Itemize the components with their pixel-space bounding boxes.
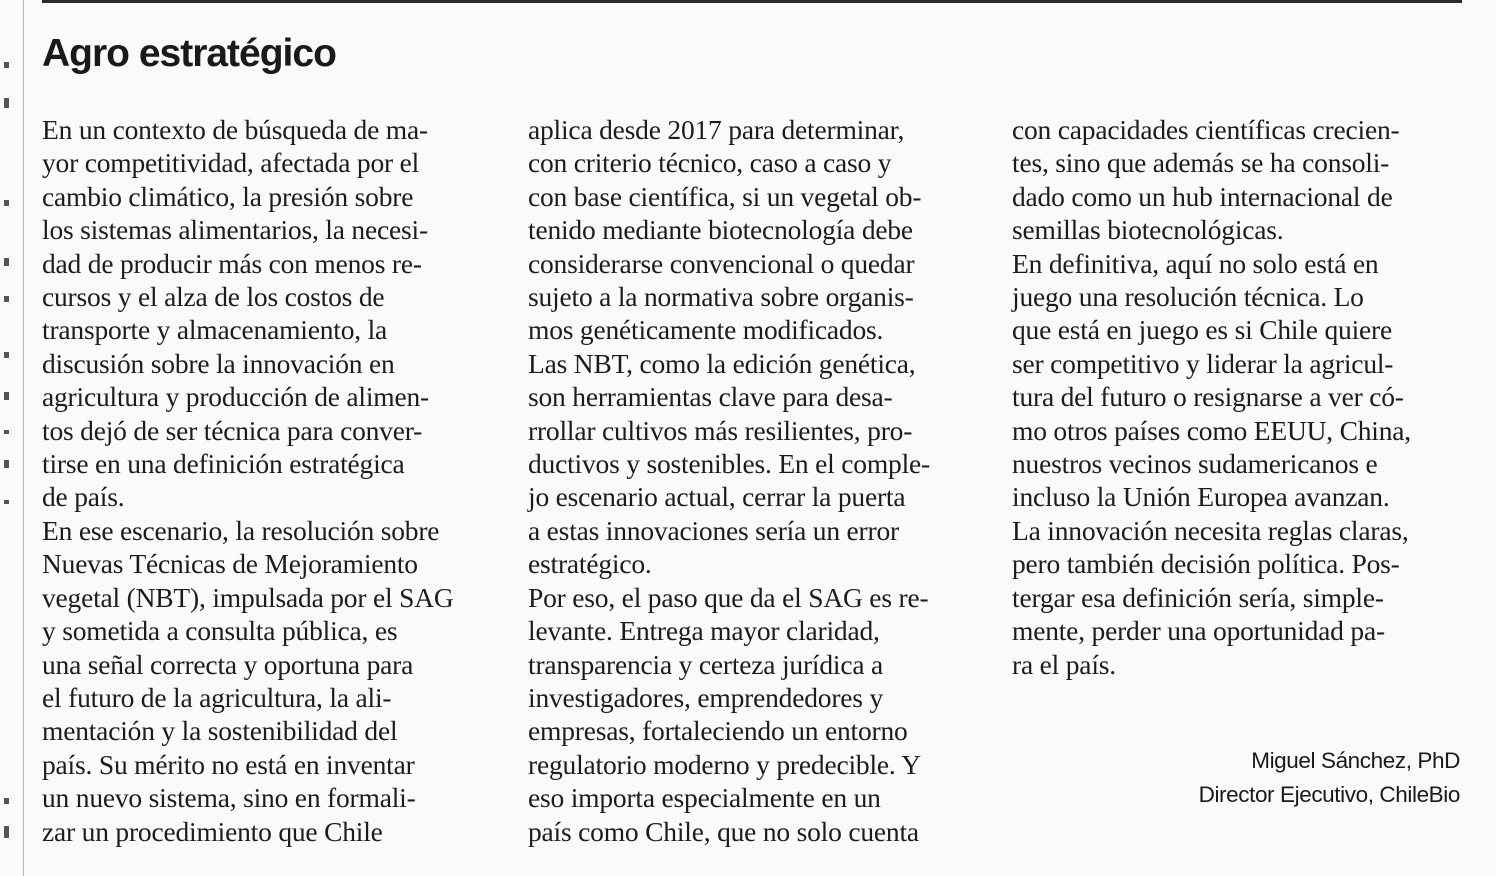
text-line: discusión sobre la innovación en bbox=[42, 347, 395, 379]
text-line: incluso la Unión Europea avanzan. bbox=[1012, 481, 1390, 513]
margin-divider bbox=[23, 0, 24, 876]
text-line: Las NBT, como la edición genética, bbox=[528, 347, 916, 379]
author-title: Director Ejecutivo, ChileBio bbox=[1198, 782, 1460, 807]
text-line: país. Su mérito no está en inventar bbox=[42, 748, 415, 780]
text-line: con capacidades científicas crecien- bbox=[1012, 114, 1400, 145]
text-line: el futuro de la agricultura, la ali- bbox=[42, 681, 392, 713]
text-line: mente, perder una oportunidad pa- bbox=[1012, 615, 1385, 647]
text-line: tes, sino que además se ha consoli- bbox=[1012, 147, 1390, 179]
text-line: mentación y la sostenibilidad del bbox=[42, 715, 398, 747]
text-line: transporte y almacenamiento, la bbox=[42, 314, 388, 346]
author-name: Miguel Sánchez, PhD bbox=[1251, 748, 1460, 773]
text-line: Nuevas Técnicas de Mejoramiento bbox=[42, 548, 418, 580]
text-line: con criterio técnico, caso a caso y bbox=[528, 147, 892, 179]
text-line: dad de producir más con menos re- bbox=[42, 247, 422, 279]
text-line: ser competitivo y liderar la agricul- bbox=[1012, 347, 1394, 379]
text-line: En ese escenario, la resolución sobre bbox=[42, 514, 440, 546]
text-line: En un contexto de búsqueda de ma- bbox=[42, 114, 428, 145]
text-line: tenido mediante biotecnología debe bbox=[528, 214, 913, 246]
text-line: pero también decisión política. Pos- bbox=[1012, 548, 1400, 580]
text-line: empresas, fortaleciendo un entorno bbox=[528, 715, 908, 747]
text-line: considerarse convencional o quedar bbox=[528, 247, 915, 279]
page-margin-marks bbox=[0, 0, 14, 876]
text-line: yor competitividad, afectada por el bbox=[42, 147, 420, 179]
text-line: ra el país. bbox=[1012, 648, 1116, 680]
text-line: levante. Entrega mayor claridad, bbox=[528, 615, 880, 647]
text-line: ductivos y sostenibles. En el comple- bbox=[528, 448, 930, 480]
text-line: zar un procedimiento que Chile bbox=[42, 815, 383, 847]
text-line: y sometida a consulta pública, es bbox=[42, 615, 398, 647]
text-line: mos genéticamente modificados. bbox=[528, 314, 884, 346]
text-line: a estas innovaciones sería un error bbox=[528, 514, 899, 546]
article-column-2 bbox=[528, 113, 988, 848]
text-line: En definitiva, aquí no solo está en bbox=[1012, 247, 1379, 279]
text-line: tirse en una definición estratégica bbox=[42, 448, 405, 480]
text-line: juego una resolución técnica. Lo bbox=[1012, 281, 1364, 313]
text-line: una señal correcta y oportuna para bbox=[42, 648, 414, 680]
text-line: sujeto a la normativa sobre organis- bbox=[528, 281, 914, 313]
top-rule bbox=[42, 0, 1462, 3]
text-line: dado como un hub internacional de bbox=[1012, 180, 1393, 212]
text-line: con base científica, si un vegetal ob- bbox=[528, 180, 922, 212]
text-line: eso importa especialmente en un bbox=[528, 782, 881, 814]
text-line: estratégico. bbox=[528, 548, 652, 580]
text-line: cambio climático, la presión sobre bbox=[42, 180, 414, 212]
text-line: que está en juego es si Chile quiere bbox=[1012, 314, 1392, 346]
author-signature bbox=[1199, 744, 1460, 812]
text-line: tura del futuro o resignarse a ver có- bbox=[1012, 381, 1404, 413]
text-line: los sistemas alimentarios, la necesi- bbox=[42, 214, 428, 246]
text-line: aplica desde 2017 para determinar, bbox=[528, 114, 905, 145]
text-line: país como Chile, que no solo cuenta bbox=[528, 815, 919, 847]
text-line: La innovación necesita reglas claras, bbox=[1012, 514, 1409, 546]
text-line: tos dejó de ser técnica para conver- bbox=[42, 414, 423, 446]
text-line: rrollar cultivos más resilientes, pro- bbox=[528, 414, 913, 446]
article-column-1 bbox=[42, 113, 502, 848]
text-line: investigadores, emprendedores y bbox=[528, 681, 884, 713]
article-column-3 bbox=[1012, 113, 1467, 681]
text-line: mo otros países como EEUU, China, bbox=[1012, 414, 1411, 446]
text-line: Por eso, el paso que da el SAG es re- bbox=[528, 581, 929, 613]
article-headline: Agro estratégico bbox=[42, 32, 336, 75]
text-line: tergar esa definición sería, simple- bbox=[1012, 581, 1384, 613]
text-line: agricultura y producción de alimen- bbox=[42, 381, 430, 413]
text-line: regulatorio moderno y predecible. Y bbox=[528, 748, 921, 780]
text-line: transparencia y certeza jurídica a bbox=[528, 648, 884, 680]
text-line: semillas biotecnológicas. bbox=[1012, 214, 1284, 246]
text-line: cursos y el alza de los costos de bbox=[42, 281, 385, 313]
text-line: son herramientas clave para desa- bbox=[528, 381, 893, 413]
text-line: jo escenario actual, cerrar la puerta bbox=[528, 481, 906, 513]
text-line: un nuevo sistema, sino en formali- bbox=[42, 782, 416, 814]
text-line: de país. bbox=[42, 481, 125, 513]
text-line: vegetal (NBT), impulsada por el SAG bbox=[42, 581, 454, 613]
text-line: nuestros vecinos sudamericanos e bbox=[1012, 448, 1378, 480]
